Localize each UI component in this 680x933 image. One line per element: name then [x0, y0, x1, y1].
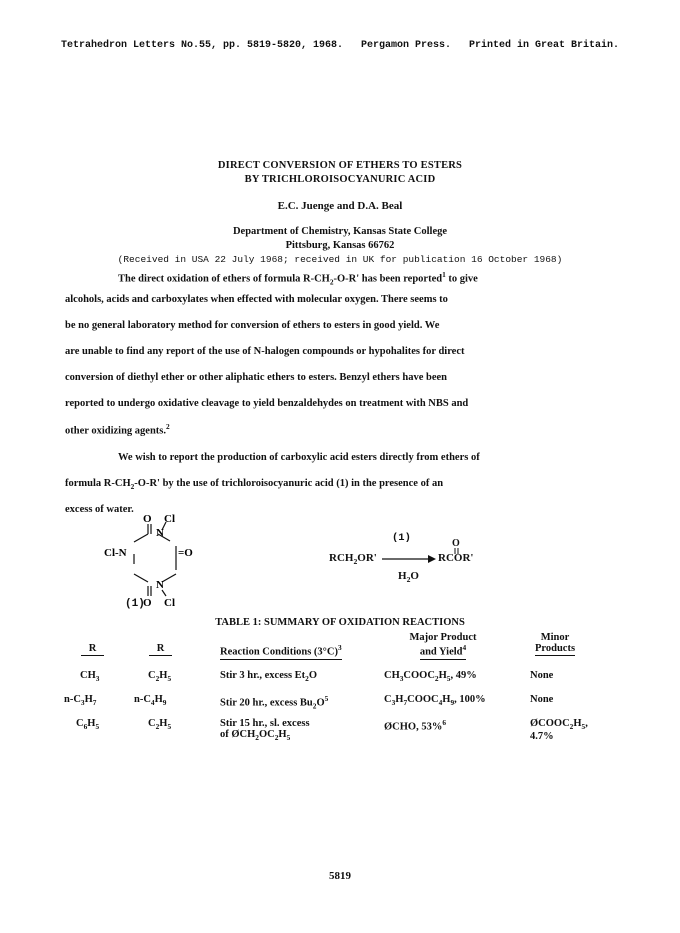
- carbonyl-bond-icon: [453, 548, 461, 554]
- subscript: 2: [569, 722, 574, 732]
- subscript: 2: [329, 277, 334, 287]
- table-title: TABLE 1: SUMMARY OF OXIDATION REACTIONS: [215, 617, 465, 628]
- text: ØCOOC: [530, 718, 570, 729]
- paragraph-1-line-4: are unable to find any report of the use of N-halogen compounds or hypohalites for direct: [65, 346, 465, 357]
- subscript: 2: [312, 701, 317, 711]
- text: other oxidizing agents.: [65, 425, 167, 437]
- affiliation-department: Department of Chemistry, Kansas State College: [232, 226, 448, 237]
- text: H: [442, 694, 451, 705]
- paragraph-1-line-3: be no general laboratory method for conversion of ethers to esters in good yield. We: [65, 320, 440, 331]
- reaction-product-carbonyl-o: O: [452, 538, 460, 549]
- subscript: 2: [255, 733, 259, 743]
- table-header-conditions: [220, 643, 342, 660]
- text: COOC: [407, 694, 439, 705]
- atom-o-bottom: O: [143, 597, 152, 609]
- subscript: 3: [391, 698, 396, 708]
- subscript: 2: [434, 674, 439, 684]
- text: , 100%: [454, 694, 486, 705]
- subscript: 3: [80, 698, 85, 708]
- structure-label: (1): [125, 598, 145, 610]
- text: OR': [357, 552, 377, 564]
- text: R: [81, 643, 105, 656]
- text: Stir 20 hr., excess Bu: [220, 697, 313, 709]
- table-row-1-r2: [148, 670, 171, 683]
- atom-n-bottom: N: [156, 579, 164, 591]
- subscript: 4: [150, 698, 155, 708]
- table-row-2-conditions: [220, 694, 328, 711]
- text: ,: [585, 718, 588, 729]
- text: OC: [258, 729, 275, 740]
- table-row-2-major: [384, 694, 486, 707]
- paper-title-line-2: BY TRICHLOROISOCYANURIC ACID: [244, 174, 436, 185]
- text: H: [154, 694, 163, 705]
- table-header-r2: [138, 643, 183, 656]
- text: of ØCH: [220, 729, 256, 740]
- table-row-2-r1: [64, 694, 96, 707]
- text: 4.7%: [530, 731, 554, 743]
- text: Stir 3 hr., excess Et: [220, 670, 306, 681]
- text: formula R-CH: [65, 478, 131, 489]
- subscript: 9: [450, 698, 455, 708]
- table-header-r1: [70, 643, 115, 656]
- text: to give: [445, 273, 478, 285]
- table-header-major: [388, 632, 498, 660]
- atom-cl-bottom: Cl: [164, 597, 175, 609]
- text: Reaction Conditions (3°C): [220, 646, 338, 658]
- text: Minor: [540, 632, 570, 643]
- paragraph-2-line-3: excess of water.: [65, 504, 134, 515]
- subscript: 3: [399, 674, 404, 684]
- paragraph-1-line-1: [118, 270, 668, 287]
- text: RCH: [329, 552, 354, 564]
- paper-title-line-1: DIRECT CONVERSION OF ETHERS TO ESTERS: [217, 160, 463, 171]
- footnote-ref: 1: [442, 270, 446, 279]
- subscript: 2: [406, 575, 411, 585]
- reaction-reagent: (1): [392, 532, 411, 544]
- table-row-3-conditions: [220, 718, 310, 742]
- text: C: [76, 718, 84, 729]
- text: O: [316, 697, 325, 709]
- table-header-minor: [520, 632, 590, 656]
- atom-cl-n-left: Cl-N: [104, 547, 127, 559]
- ring-bond: [134, 534, 148, 542]
- table-row-1-minor: None: [530, 670, 554, 681]
- paragraph-2-line-2: [65, 478, 615, 491]
- footnote-ref: 5: [324, 694, 329, 703]
- atom-eq-o: =O: [178, 547, 193, 559]
- table-row-1-major: [384, 670, 477, 683]
- paragraph-1-line-6: reported to undergo oxidative cleavage to yield benzaldehydes on treatment with NBS and: [65, 398, 469, 409]
- subscript: 5: [167, 722, 172, 732]
- reaction-reactant: [329, 552, 377, 566]
- reaction-arrow-icon: [380, 553, 438, 565]
- text: Major Product: [409, 632, 477, 643]
- subscript: 2: [305, 674, 309, 684]
- text: H: [438, 670, 447, 681]
- paragraph-2-line-1: We wish to report the production of carboxylic acid esters directly from ethers of: [118, 452, 480, 463]
- journal-header: [0, 40, 680, 51]
- page-number: 5819: [329, 870, 351, 882]
- text: C: [148, 670, 156, 681]
- text: n-C: [134, 694, 151, 705]
- trichloroisocyanuric-acid-structure: [90, 512, 240, 612]
- text: R: [149, 643, 173, 656]
- subscript: 3: [95, 674, 100, 684]
- subscript: 2: [274, 733, 279, 743]
- paragraph-1-line-2: alcohols, acids and carboxylates when effected with molecular oxygen. There seems to: [65, 294, 448, 305]
- text: ØCHO, 53%: [384, 721, 443, 733]
- subscript: 9: [162, 698, 167, 708]
- subscript: 2: [155, 722, 160, 732]
- paper-authors: E.C. Juenge and D.A. Beal: [277, 200, 403, 212]
- text: , 49%: [450, 670, 477, 681]
- table-row-3-r1: [76, 718, 99, 731]
- text: H: [398, 570, 407, 582]
- affiliation-city: Pittsburg, Kansas 66762: [285, 240, 395, 251]
- ring-bond: [162, 574, 176, 582]
- subscript: 2: [130, 482, 135, 492]
- text: COOC: [403, 670, 435, 681]
- atom-o-top: O: [143, 513, 152, 525]
- text: C: [148, 718, 156, 729]
- journal-printed: Printed in Great Britain.: [469, 40, 620, 51]
- paragraph-1-line-7: [65, 422, 615, 437]
- paragraph-1-line-5: conversion of diethyl ether or other aliphatic ethers to esters. Benzyl ethers have been: [65, 372, 448, 383]
- subscript: 4: [438, 698, 443, 708]
- footnote-ref: 3: [337, 643, 342, 652]
- text: H: [159, 718, 168, 729]
- text: O: [410, 570, 419, 582]
- table-row-3-major: [384, 718, 446, 733]
- text: C: [384, 694, 392, 705]
- subscript: 7: [403, 698, 408, 708]
- table-row-3-minor: [530, 718, 588, 742]
- text: H: [84, 694, 93, 705]
- reaction-product: RCOR': [438, 552, 474, 564]
- table-row-3-r2: [148, 718, 171, 731]
- journal-citation: Tetrahedron Letters No.55, pp. 5819-5820, 1968.: [60, 40, 343, 51]
- text: and Yield: [419, 646, 463, 658]
- table-row-2-r2: [134, 694, 166, 707]
- subscript: 2: [353, 557, 358, 567]
- text: -O-R' has been reported: [333, 273, 443, 285]
- subscript: 5: [167, 674, 172, 684]
- text: The direct oxidation of ethers of formula R-CH: [118, 273, 330, 285]
- text: Stir 15 hr., sl. excess: [220, 718, 310, 729]
- footnote-ref: 6: [442, 718, 447, 727]
- table-row-1-r1: [80, 670, 99, 683]
- text: H: [278, 729, 287, 740]
- text: n-C: [64, 694, 81, 705]
- text: -O-R' by the use of trichloroisocyanuric acid (1) in the presence of an: [134, 478, 444, 489]
- text: O: [308, 670, 318, 681]
- text: H: [395, 694, 404, 705]
- text: H: [573, 718, 582, 729]
- text: H: [159, 670, 168, 681]
- subscript: 5: [581, 722, 586, 732]
- atom-cl-top: Cl: [164, 513, 175, 525]
- subscript: 6: [83, 722, 88, 732]
- reaction-water: [398, 570, 419, 584]
- text: Products: [534, 643, 576, 654]
- text: CH: [80, 670, 96, 681]
- text: CH: [384, 670, 400, 681]
- subscript: 5: [446, 674, 451, 684]
- subscript: 5: [286, 733, 291, 743]
- footnote-ref: 2: [166, 422, 170, 431]
- table-row-1-conditions: [220, 670, 317, 683]
- ring-bond: [134, 574, 148, 582]
- journal-publisher: Pergamon Press.: [361, 40, 452, 51]
- text: [220, 729, 310, 742]
- subscript: 5: [95, 722, 100, 732]
- atom-n-top: N: [156, 527, 164, 539]
- footnote-ref: 4: [462, 643, 467, 652]
- subscript: 2: [155, 674, 160, 684]
- received-dates: (Received in USA 22 July 1968; received in UK for publication 16 October 1968): [117, 254, 563, 265]
- table-row-2-minor: None: [530, 694, 554, 705]
- subscript: 7: [92, 698, 97, 708]
- text: H: [87, 718, 96, 729]
